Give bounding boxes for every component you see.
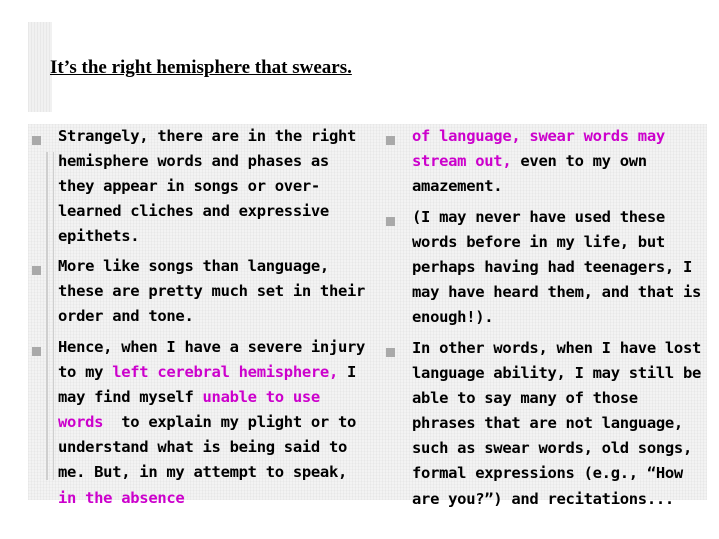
bullet-item: [384, 336, 704, 512]
text-segment: to explain my plight or to understand what is being said to me. But, in my attempt to speak,: [58, 413, 366, 482]
title-decoration-band: [28, 22, 52, 112]
bullet-text: [412, 124, 704, 199]
bullet-item: [384, 205, 704, 336]
right-column: [384, 124, 704, 512]
square-bullet-icon: [32, 347, 41, 356]
square-bullet-icon: [32, 266, 41, 275]
slide-title: It’s the right hemisphere that swears.: [50, 57, 352, 78]
bullet-text: (I may never have used these words before in my life, but perhaps having had teenagers, I may have heard them, and that is enough!).: [412, 208, 702, 327]
bullet-item: [30, 335, 368, 511]
highlighted-phrase: left cerebral hemisphere,: [112, 363, 338, 382]
bullet-text: In other words, when I have lost language ability, I may still be able to say many of those phrases that are not language, such as swear words, old songs, formal expressions (e.g., “How are you?”) and recitations...: [412, 339, 702, 508]
highlighted-phrase: unable to use words: [58, 388, 320, 432]
bullet-item: [384, 124, 704, 205]
highlighted-phrase: of language, swear words may stream out,: [412, 127, 665, 171]
square-bullet-icon: [32, 136, 41, 145]
text-segment: Hence, when I have a severe injury to my: [58, 338, 366, 382]
text-segment: even to my own amazement.: [412, 152, 647, 196]
bullet-text: Strangely, there are in the right hemisphere words and phases as they appear in songs or over-learned cliches and expressive epithets.: [58, 127, 357, 246]
bullet-text: More like songs than language, these are pretty much set in their order and tone.: [58, 257, 366, 326]
bullet-item: [30, 254, 368, 335]
bullet-text: [58, 335, 368, 511]
bullet-item: [30, 124, 368, 254]
text-segment: I may find myself: [58, 363, 357, 407]
square-bullet-icon: [386, 217, 395, 226]
highlighted-phrase: in the absence: [58, 488, 185, 507]
square-bullet-icon: [386, 136, 395, 145]
left-column: [30, 124, 368, 511]
square-bullet-icon: [386, 348, 395, 357]
